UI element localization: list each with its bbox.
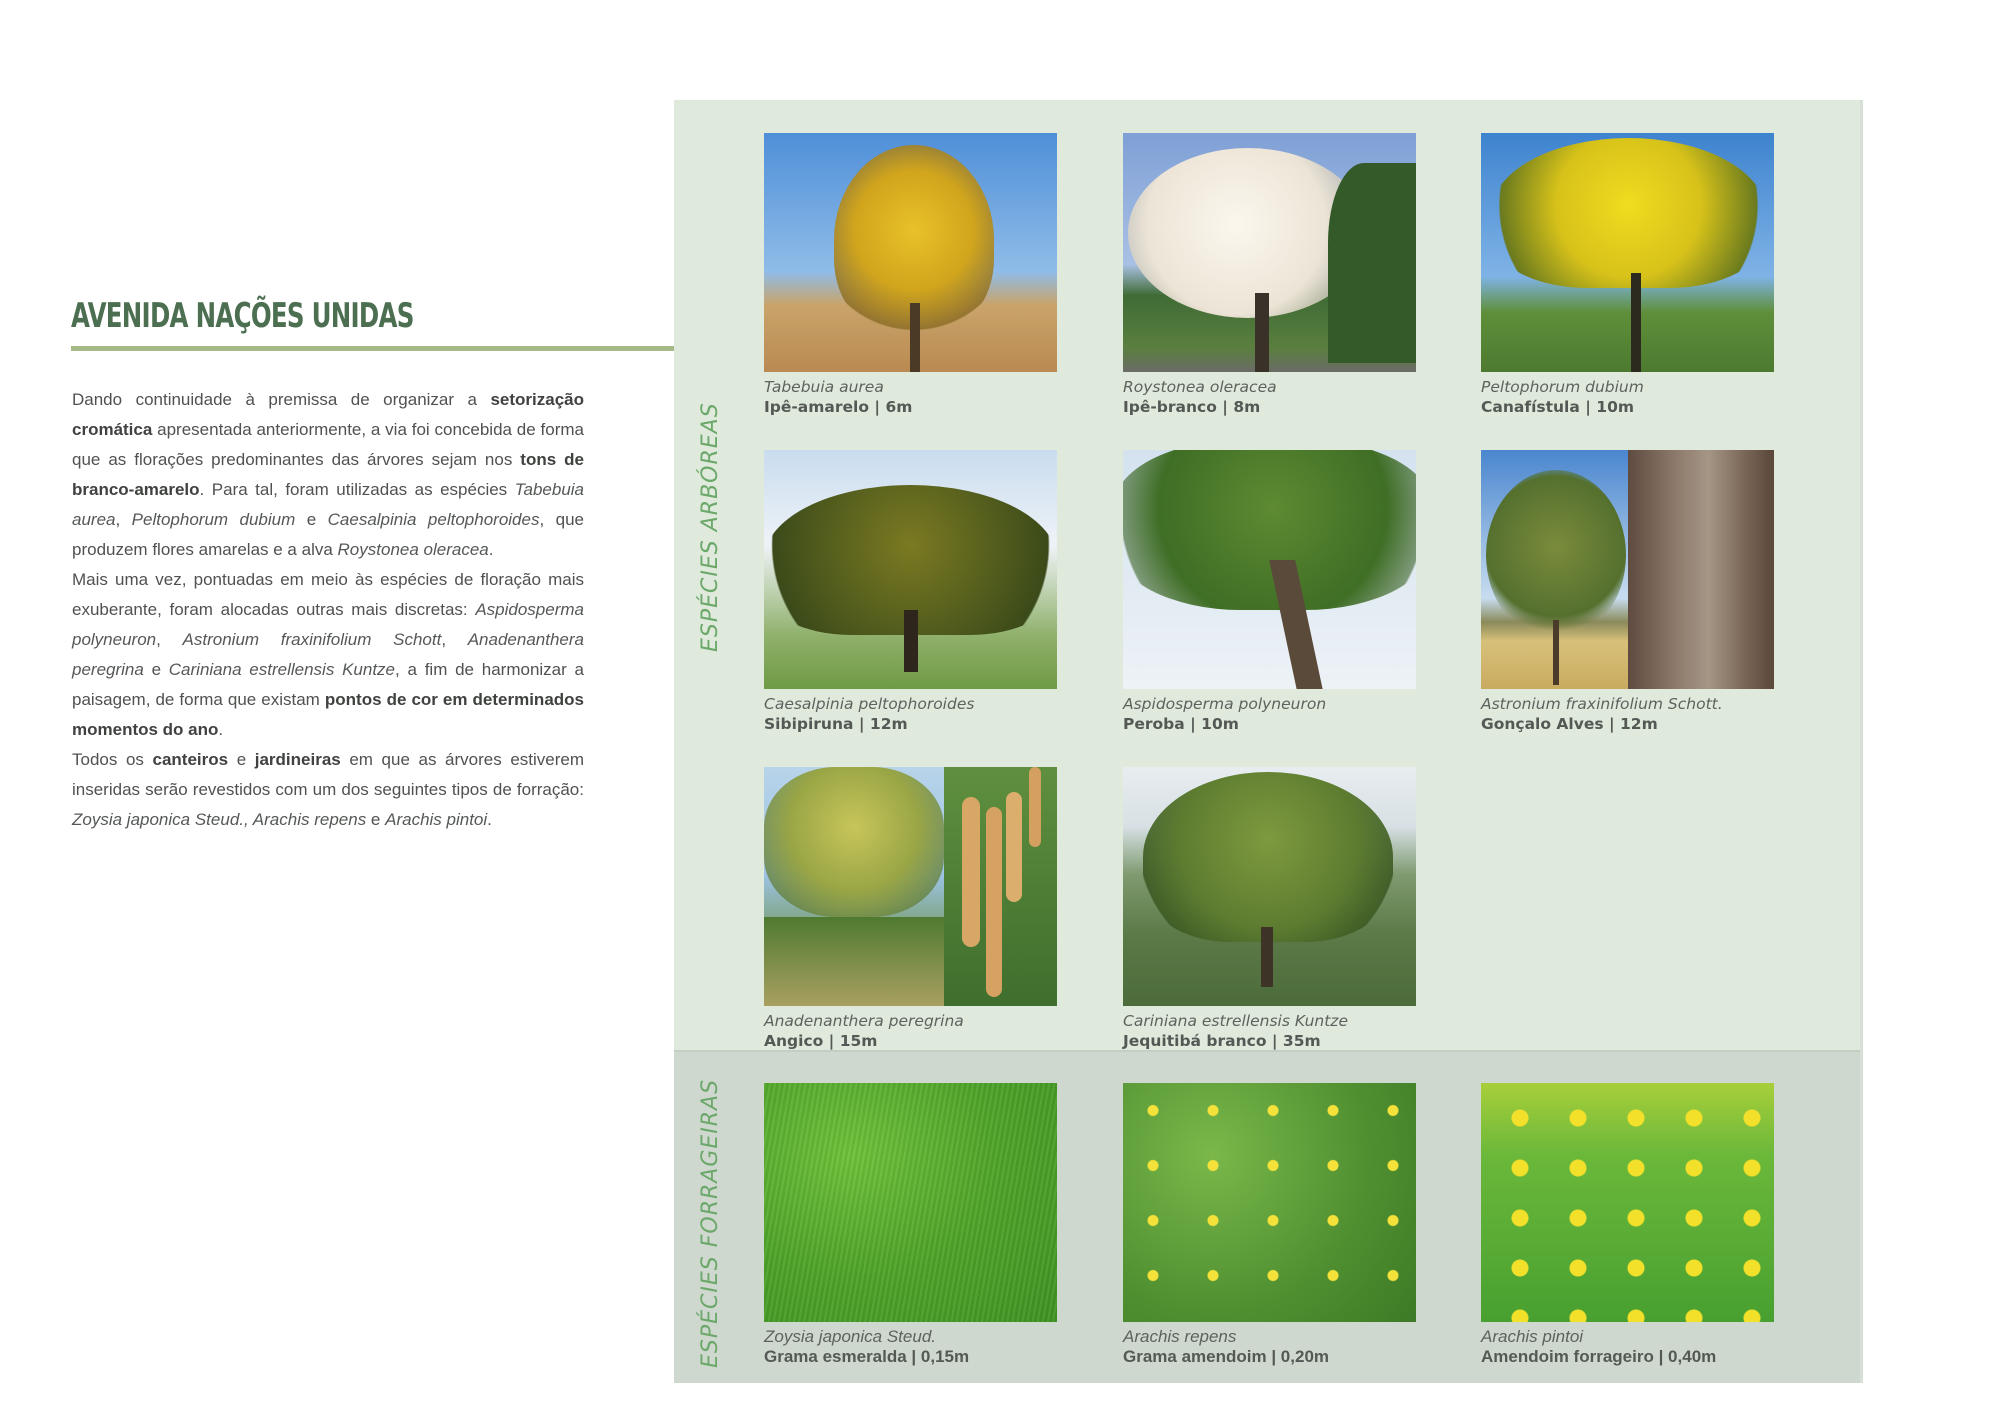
text: . Para tal, foram utilizadas as espécies bbox=[199, 480, 515, 499]
common-name-height: Angico | 15m bbox=[764, 1032, 878, 1050]
text: , bbox=[115, 510, 132, 529]
text: , bbox=[441, 630, 468, 649]
species-card bbox=[1481, 450, 1774, 734]
common-name-height: Gonçalo Alves | 12m bbox=[1481, 715, 1658, 733]
bold-text: setorização cromática bbox=[72, 390, 584, 439]
text: , bbox=[156, 630, 183, 649]
forage-section-label: ESPÉCIES FORRAGEIRAS bbox=[698, 1078, 723, 1368]
species-name: Tabebuia aurea bbox=[72, 480, 584, 529]
tree-and-bark-photo bbox=[1481, 450, 1774, 689]
text: e bbox=[228, 750, 255, 769]
paragraph-3 bbox=[72, 745, 584, 835]
species-name: Roystonea oleracea bbox=[337, 540, 489, 559]
tall-trunk-tree-photo bbox=[1123, 450, 1416, 689]
yellow-flowering-tree-photo bbox=[764, 133, 1057, 372]
text: Dando continuidade à premissa de organizar a bbox=[72, 390, 491, 409]
text: . bbox=[218, 720, 224, 739]
text: apresentada anteriormente, a via foi concebida de forma que as florações predominantes das árvores sejam nos bbox=[72, 420, 584, 469]
scientific-name: Aspidosperma polyneuron bbox=[1123, 695, 1327, 713]
common-name-height: Canafístula | 10m bbox=[1481, 398, 1635, 416]
seedpods-closeup bbox=[944, 767, 1057, 1006]
species-name: Aspidosperma polyneuron bbox=[72, 600, 584, 649]
species-panel bbox=[674, 100, 1863, 1383]
text: Mais uma vez, pontuadas em meio às espécies de floração mais exuberante, foram alocadas outras mais discretas: bbox=[72, 570, 584, 619]
scientific-name: Astronium fraxinifolium Schott. bbox=[1481, 695, 1723, 713]
species-card bbox=[1481, 133, 1774, 417]
species-name: Arachis pintoi bbox=[385, 810, 488, 829]
wide-canopy-tree-photo bbox=[764, 450, 1057, 689]
panel-edge bbox=[1860, 100, 1863, 1383]
scientific-name: Peltophorum dubium bbox=[1481, 378, 1644, 396]
species-card bbox=[764, 767, 1057, 1051]
species-name: Cariniana estrellensis Kuntze bbox=[168, 660, 396, 679]
text: . bbox=[488, 540, 494, 559]
white-flowering-tree-photo bbox=[1123, 133, 1416, 372]
description-text bbox=[72, 385, 584, 835]
species-name: Peltophorum dubium bbox=[131, 510, 296, 529]
common-name-height: Grama amendoim | 0,20m bbox=[1123, 1347, 1330, 1366]
grass-lawn-photo bbox=[764, 1083, 1057, 1322]
forage-card bbox=[1481, 1083, 1774, 1367]
text: em que as árvores estiverem inseridas serão revestidos com um dos seguintes tipos de forração: bbox=[72, 750, 585, 799]
page-title: AVENIDA NAÇÕES UNIDAS bbox=[71, 296, 414, 336]
species-name: Astronium fraxinifolium Schott bbox=[182, 630, 442, 649]
bold-text: canteiros bbox=[152, 750, 229, 769]
text: e bbox=[143, 660, 169, 679]
common-name-height: Amendoim forrageiro | 0,40m bbox=[1481, 1347, 1717, 1366]
scientific-name: Tabebuia aurea bbox=[764, 378, 884, 396]
paragraph-1 bbox=[72, 385, 584, 565]
scientific-name: Arachis pintoi bbox=[1481, 1327, 1584, 1346]
bark-closeup bbox=[1628, 450, 1774, 689]
text: Todos os bbox=[72, 750, 153, 769]
paragraph-2 bbox=[72, 565, 584, 745]
common-name-height: Ipê-branco | 8m bbox=[1123, 398, 1261, 416]
species-name: Anadenanthera peregrina bbox=[72, 630, 584, 679]
scientific-name: Zoysia japonica Steud. bbox=[764, 1327, 936, 1346]
tree-and-seedpods-photo bbox=[764, 767, 1057, 1006]
text: e bbox=[366, 810, 386, 829]
species-name: Caesalpinia peltophoroides bbox=[327, 510, 540, 529]
groundcover-small-flowers-photo bbox=[1123, 1083, 1416, 1322]
forage-card bbox=[1123, 1083, 1416, 1367]
yellow-canopy-tree-photo bbox=[1481, 133, 1774, 372]
bold-text: pontos de cor em determinados momentos do ano bbox=[72, 690, 584, 739]
bold-text: jardineiras bbox=[254, 750, 341, 769]
species-card bbox=[1123, 133, 1416, 417]
common-name-height: Jequitibá branco | 35m bbox=[1123, 1032, 1321, 1050]
species-card bbox=[764, 450, 1057, 734]
bold-text: tons de branco-amarelo bbox=[72, 450, 584, 499]
scientific-name: Caesalpinia peltophoroides bbox=[764, 695, 975, 713]
text: . bbox=[487, 810, 492, 829]
common-name-height: Ipê-amarelo | 6m bbox=[764, 398, 913, 416]
species-card bbox=[1123, 450, 1416, 734]
scientific-name: Roystonea oleracea bbox=[1123, 378, 1277, 396]
scientific-name: Cariniana estrellensis Kuntze bbox=[1123, 1012, 1348, 1030]
common-name-height: Grama esmeralda | 0,15m bbox=[764, 1347, 970, 1366]
title-divider bbox=[71, 346, 674, 351]
common-name-height: Peroba | 10m bbox=[1123, 715, 1239, 733]
common-name-height: Sibipiruna | 12m bbox=[764, 715, 908, 733]
trees-section-label: ESPÉCIES ARBÓREAS bbox=[698, 402, 723, 652]
scientific-name: Arachis repens bbox=[1123, 1327, 1237, 1346]
text: e bbox=[295, 510, 328, 529]
text: , a fim de harmonizar a paisagem, de forma que existam bbox=[72, 660, 584, 709]
species-name: Zoysia japonica Steud., Arachis repens bbox=[72, 810, 367, 829]
scientific-name: Anadenanthera peregrina bbox=[764, 1012, 964, 1030]
text: , que produzem flores amarelas e a alva bbox=[72, 510, 585, 559]
forage-card bbox=[764, 1083, 1057, 1367]
species-card bbox=[764, 133, 1057, 417]
species-card bbox=[1123, 767, 1416, 1051]
large-tree-landscape-photo bbox=[1123, 767, 1416, 1006]
groundcover-yellow-flowers-photo bbox=[1481, 1083, 1774, 1322]
